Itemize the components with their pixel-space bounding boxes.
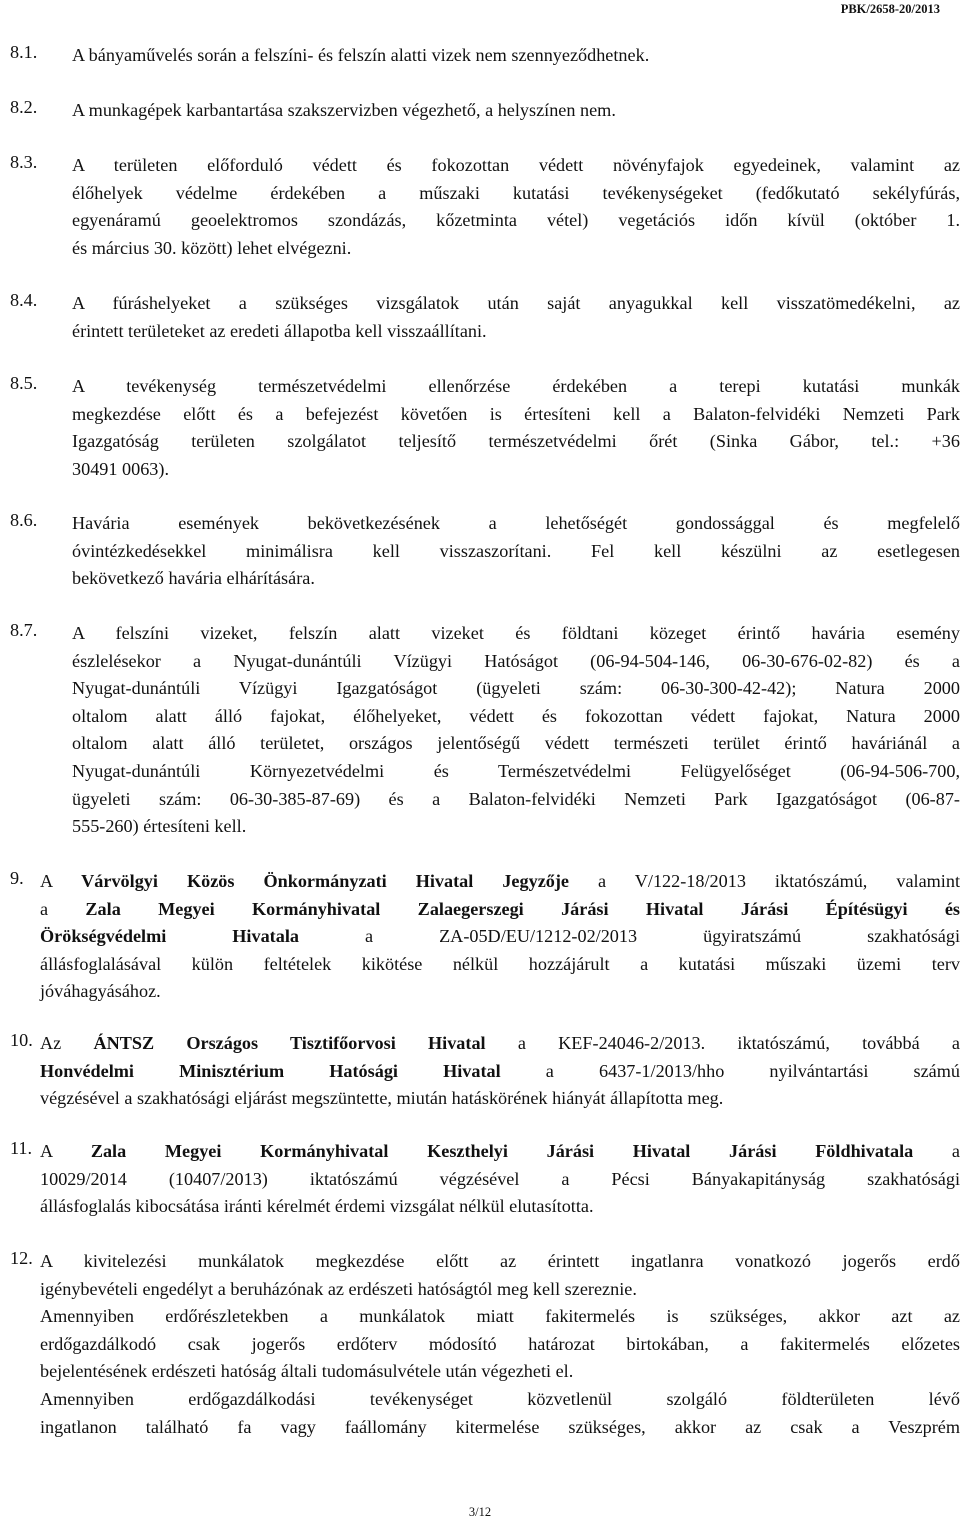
section-line: érintett területeket az eredeti állapotba kell visszaállítani. (72, 320, 487, 341)
section-line: észlelésekor a Nyugat-dunántúli Vízügyi Hatóságot (06-94-504-146, 06-30-676-02-82) és a (72, 650, 960, 671)
section-line: oltalom alatt álló területet, országos jelentőségű védett természeti terület érintő haváriánál a (72, 733, 960, 754)
section-number: 8.1. (10, 42, 38, 62)
section-line: Nyugat-dunántúli Vízügyi Igazgatóságot (ügyeleti szám: 06-30-300-42-42); Natura 2000 (72, 678, 960, 699)
section-line: és március 30. között) lehet elvégezni. (72, 237, 352, 258)
section-number: 8.7. (10, 620, 38, 640)
section-line: 10029/2014 (10407/2013) iktatószámú végzésével a Pécsi Bányakapitányság szakhatósági (40, 1168, 960, 1189)
section-line: végzésével a szakhatósági eljárást megszüntette, miután hatáskörének hiányát állapította meg. (40, 1088, 724, 1109)
section-line: állásfoglalásával külön feltételek kikötése nélkül hozzájárult a kutatási műszaki üzemi terv (40, 953, 960, 974)
section-line: Amennyiben erdőgazdálkodási tevékenységet közvetlenül szolgáló földterületen lévő (40, 1388, 960, 1409)
section-number: 8.5. (10, 373, 38, 393)
section-line: A munkagépek karbantartása szakszervizben végezhető, a helyszínen nem. (72, 100, 616, 120)
section-line: Nyugat-dunántúli Környezetvédelmi és Természetvédelmi Felügyelőséget (06-94-506-700, (72, 760, 960, 781)
section-line: A területen előforduló védett és fokozottan védett növényfajok egyedeinek, valamint az (72, 155, 960, 175)
page-number: 3/12 (468, 1505, 492, 1519)
section-line: A Zala Megyei Kormányhivatal Keszthelyi Járási Hivatal Járási Földhivatala a (40, 1141, 960, 1161)
section-line: igénybevételi engedélyt a beruházónak az erdészeti hatóságtól meg kell szereznie. (40, 1278, 637, 1299)
section-number: 12. (10, 1248, 33, 1268)
section-line: A tevékenység természetvédelmi ellenőrzése érdekében a terepi kutatási munkák (72, 376, 960, 396)
section-number: 11. (10, 1138, 33, 1158)
section-line: Igazgatóság területen szolgálatot teljesítő természetvédelmi őrét (Sinka Gábor, tel.: +36 (72, 431, 960, 452)
section-line: a Zala Megyei Kormányhivatal Zalaegerszegi Járási Hivatal Járási Építésügyi és (40, 898, 960, 919)
section-number: 8.4. (10, 290, 38, 310)
section-number: 8.6. (10, 510, 38, 530)
section-line: bekövetkező havária elhárítására. (72, 568, 315, 589)
section-line: Az ÁNTSZ Országos Tisztifőorvosi Hivatal a KEF-24046-2/2013. iktatószámú, továbbá a (40, 1033, 960, 1053)
section-line: ügyeleti szám: 06-30-385-87-69) és a Balaton-felvidéki Nemzeti Park Igazgatóságot (06-87- (72, 788, 960, 809)
section-line: Havária események bekövetkezésének a lehetőségét gondossággal és megfelelő (72, 513, 960, 533)
section-line: ingatlanon található fa vagy faállomány kitermelése szükséges, akkor az csak a Veszprém (40, 1416, 960, 1437)
section-line: állásfoglalás kibocsátása iránti kérelmét érdemi vizsgálat nélkül elutasította. (40, 1196, 594, 1217)
section-line: egyenáramú geoelektromos szondázás, kőzetminta vétel) vegetációs időn kívül (október 1. (72, 210, 960, 231)
section-line: A kivitelezési munkálatok megkezdése előtt az érintett ingatlanra vonatkozó jogerős erdő (40, 1251, 960, 1271)
section-number: 8.3. (10, 152, 38, 172)
section-line: erdőgazdálkodó csak jogerős erdőterv módosító határozat birtokában, a fakitermelés előzetes (40, 1333, 960, 1354)
section-line: A Várvölgyi Közös Önkormányzati Hivatal Jegyzője a V/122-18/2013 iktatószámú, valamint (40, 871, 960, 891)
section-number: 8.2. (10, 97, 38, 117)
section-line: Örökségvédelmi Hivatala a ZA-05D/EU/1212-02/2013 ügyiratszámú szakhatósági (40, 926, 960, 947)
section-line: A fúráshelyeket a szükséges vizsgálatok után saját anyagukkal kell visszatömedékelni, az (72, 293, 960, 313)
section-number: 9. (10, 868, 24, 888)
section-line: oltalom alatt álló fajokat, élőhelyeket, védett és fokozottan védett fajokat, Natura 2000 (72, 705, 960, 726)
section-number: 10. (10, 1030, 33, 1050)
section-line: 555-260) értesíteni kell. (72, 816, 247, 837)
section-line: Amennyiben erdőrészletekben a munkálatok miatt fakitermelés is szükséges, akkor azt az (40, 1306, 960, 1327)
section-line: 30491 0063). (72, 458, 169, 479)
section-line: jóváhagyásához. (40, 981, 161, 1002)
section-line: megkezdése előtt és a befejezést követően is értesíteni kell a Balaton-felvidéki Nemzeti Park (72, 403, 960, 424)
section-line: bejelentésének erdészeti hatóság általi tudomásulvétele után végezheti el. (40, 1361, 574, 1382)
section-line: A bányaművelés során a felszíni- és felszín alatti vizek nem szennyeződhetnek. (72, 45, 650, 65)
document-reference: PBK/2658-20/2013 (840, 2, 940, 16)
section-line: óvintézkedésekkel minimálisra kell visszaszorítani. Fel kell készülni az esetlegesen (72, 540, 960, 561)
section-line: élőhelyek védelme érdekében a műszaki kutatási tevékenységeket (fedőkutató sekélyfúrás, (72, 182, 960, 203)
section-line: Honvédelmi Minisztérium Hatósági Hivatal a 6437-1/2013/hho nyilvántartási számú (40, 1060, 960, 1081)
section-line: A felszíni vizeket, felszín alatt vizeket és földtani közeget érintő havária esemény (72, 623, 960, 643)
